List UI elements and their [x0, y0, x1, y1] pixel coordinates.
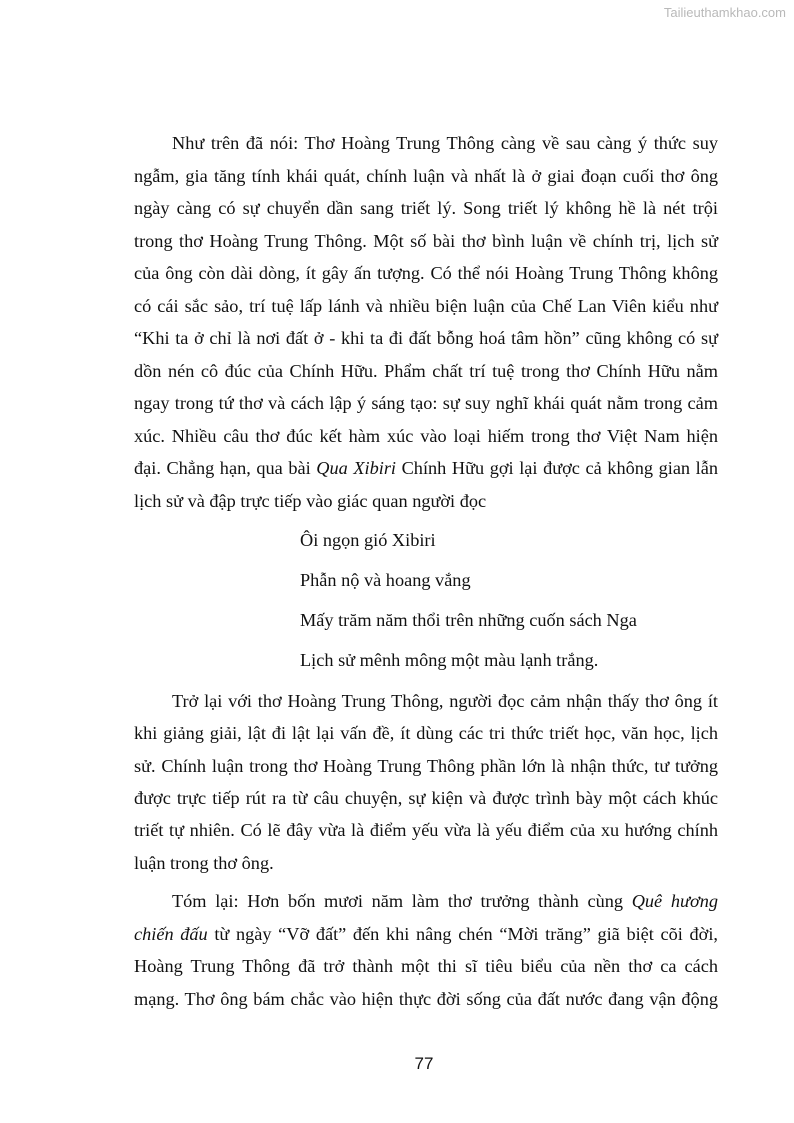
text-run: ngày càng có sự chuyển dần sang triết lý. Song triết lý không hề là nét trội [134, 198, 718, 218]
text-run: từ ngày “Vỡ đất” đến khi nâng chén “Mời trăng” giã biệt cõi đời, [207, 923, 718, 944]
text-run: mạng. Thơ ông bám chắc vào hiện thực đời sống của đất nước đang vận động [134, 988, 718, 1009]
text-run: có cái sắc sảo, trí tuệ lấp lánh và nhiều biện luận của Chế Lan Viên kiểu như [134, 295, 718, 316]
text-run: Mấy trăm năm thổi trên những cuốn sách Nga [300, 610, 637, 630]
poem-line [300, 609, 637, 631]
text-run: Lịch sử mênh mông một màu lạnh trắng. [300, 650, 599, 670]
text-run: Phẫn nộ và hoang vắng [300, 570, 471, 590]
italic-title: chiến đấu [134, 923, 208, 944]
poem-line [300, 529, 436, 551]
italic-title: Quê hương [631, 891, 718, 911]
text-line [172, 690, 718, 712]
text-line [134, 262, 718, 284]
text-line [134, 457, 718, 479]
text-run: sử. Chính luận trong thơ Hoàng Trung Thông phần lớn là nhận thức, tư tưởng [134, 755, 718, 776]
text-line [134, 923, 718, 945]
watermark: Tailieuthamkhao.com [663, 5, 786, 20]
text-line [172, 132, 718, 154]
text-line [134, 852, 718, 874]
text-line [134, 787, 718, 809]
text-run: trong thơ Hoàng Trung Thông. Một số bài thơ bình luận về chính trị, lịch sử [134, 230, 718, 251]
text-line [134, 197, 718, 219]
text-run: đại. Chẳng hạn, qua bài [134, 458, 317, 478]
text-run: lịch sử và đập trực tiếp vào giác quan người đọc [134, 490, 487, 511]
text-line [134, 392, 718, 414]
text-run: Tóm lại: Hơn bốn mươi năm làm thơ trưởng thành cùng [172, 891, 632, 911]
text-run: Hoàng Trung Thông đã trở thành một thi sĩ tiêu biểu của nền thơ ca cách [134, 956, 718, 976]
text-line [134, 360, 718, 382]
text-line [134, 165, 718, 187]
text-run: Chính Hữu gợi lại được cả không gian lẫn [396, 458, 718, 478]
text-run: Trở lại với thơ Hoàng Trung Thông, người đọc cảm nhận thấy thơ ông ít [172, 691, 718, 711]
text-line [134, 425, 718, 447]
text-run: được trực tiếp rút ra từ câu chuyện, sự kiện và được trình bày một cách khúc [134, 787, 718, 808]
text-run: luận trong thơ ông. [134, 852, 274, 873]
text-run: triết tự nhiên. Có lẽ đây vừa là điểm yếu vừa là yếu điểm của xu hướng chính [134, 820, 718, 841]
text-run: của ông còn dài dòng, ít gây ấn tượng. Có thể nói Hoàng Trung Thông không [134, 263, 718, 283]
text-line [134, 955, 718, 977]
text-line [134, 755, 718, 777]
text-run: “Khi ta ở chỉ là nơi đất ở - khi ta đi đất bỗng hoá tâm hồn” cũng không có sự [134, 328, 718, 348]
text-run: dồn nén cô đúc của Chính Hữu. Phẩm chất trí tuệ trong thơ Chính Hữu nằm [134, 360, 718, 381]
poem-line [300, 649, 598, 671]
text-line [134, 490, 718, 512]
text-line [172, 890, 718, 912]
text-run: Như trên đã nói: Thơ Hoàng Trung Thông càng về sau càng ý thức suy [172, 133, 718, 153]
text-line [134, 988, 718, 1010]
text-line [134, 722, 718, 744]
text-run: Ôi ngọn gió Xibiri [300, 530, 436, 550]
page-number: 77 [414, 1054, 434, 1073]
text-run: khi giảng giải, lật đi lật lại vấn đề, ít dùng các tri thức triết học, văn học, lịch [134, 723, 718, 744]
text-line [134, 295, 718, 317]
text-line [134, 819, 718, 841]
poem-line [300, 569, 471, 591]
text-line [134, 230, 718, 252]
text-run: ngay trong tứ thơ và cách lập ý sáng tạo: sự suy nghĩ khái quát nằm trong cảm [134, 393, 718, 413]
text-run: ngẫm, gia tăng tính khái quát, chính luận và nhất là ở giai đoạn cuối thơ ông [134, 165, 718, 186]
italic-title: Qua Xibiri [316, 458, 397, 478]
text-line [134, 327, 718, 349]
text-run: xúc. Nhiều câu thơ đúc kết hàm xúc vào loại hiếm trong thơ Việt Nam hiện [134, 425, 718, 446]
